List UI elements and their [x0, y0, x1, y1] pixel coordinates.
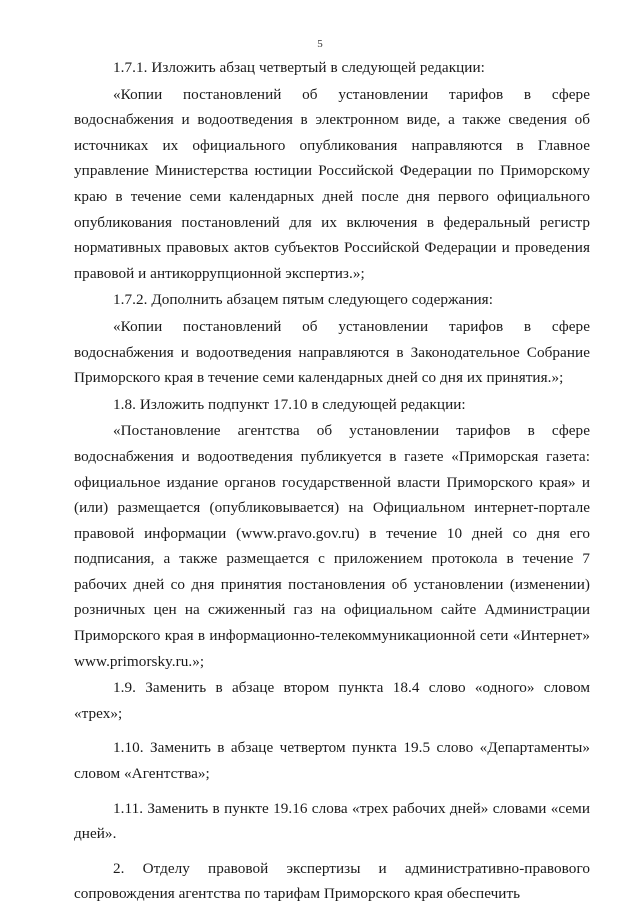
- paragraph-1-7-2: 1.7.2. Дополнить абзацем пятым следующего содержания:: [113, 291, 493, 309]
- paragraph-1-8: 1.8. Изложить подпункт 17.10 в следующей редакции:: [113, 395, 466, 413]
- document-body: [74, 55, 590, 907]
- paragraph-1-7-1: 1.7.1. Изложить абзац четвертый в следующей редакции:: [113, 59, 485, 76]
- paragraph-quote-copies-electronic: «Копии постановлений об установлении тарифов в сфере водоснабжения и водоотведения в электронном виде, а также сведения об источниках их официального опубликования направляются в Главное управление Министерства юстиции Российской Федерации по Приморскому краю в течение семи календарных дней после дня первого официального опубликования постановлений для их включения в федеральный регистр нормативных правовых актов субъектов Российской Федерации и проведения правовой и антикоррупционной экспертиз.»;: [74, 85, 590, 282]
- paragraph-1-11: 1.11. Заменить в пункте 19.16 слова «трех рабочих дней» словами «семи дней».: [74, 799, 590, 843]
- page-number: 5: [317, 38, 323, 50]
- paragraph-1-10: 1.10. Заменить в абзаце четвертом пункта 19.5 слово «Департаменты» словом «Агентства»;: [74, 739, 590, 783]
- paragraph-quote-publication: «Постановление агентства об установлении тарифов в сфере водоснабжения и водоотведения публикуется в газете «Приморская газета: официальное издание органов государственной власти Приморского края» и (или) размещается (опубликовывается) на Официальном интернет-портале правовой информации (www.pravo.gov.ru) в течение 10 дней со дня его подписания, а также размещается с приложением протокола в течение 7 рабочих дней со дня принятия постановления об установлении (изменении) розничных цен на сжиженный газ на официальном сайте Администрации Приморского края в информационно-телекоммуникационной сети «Интернет» www.primorsky.ru.»;: [74, 422, 590, 670]
- paragraph-quote-copies-legislative: «Копии постановлений об установлении тарифов в сфере водоснабжения и водоотведения направляются в Законодательное Собрание Приморского края в течение семи календарных дней со дня их принятия.»;: [74, 317, 590, 387]
- paragraph-2: 2. Отделу правовой экспертизы и административно-правового сопровождения агентства по тарифам Приморского края обеспечить: [74, 859, 590, 903]
- paragraph-1-9: 1.9. Заменить в абзаце втором пункта 18.4 слово «одного» словом «трех»;: [74, 679, 590, 722]
